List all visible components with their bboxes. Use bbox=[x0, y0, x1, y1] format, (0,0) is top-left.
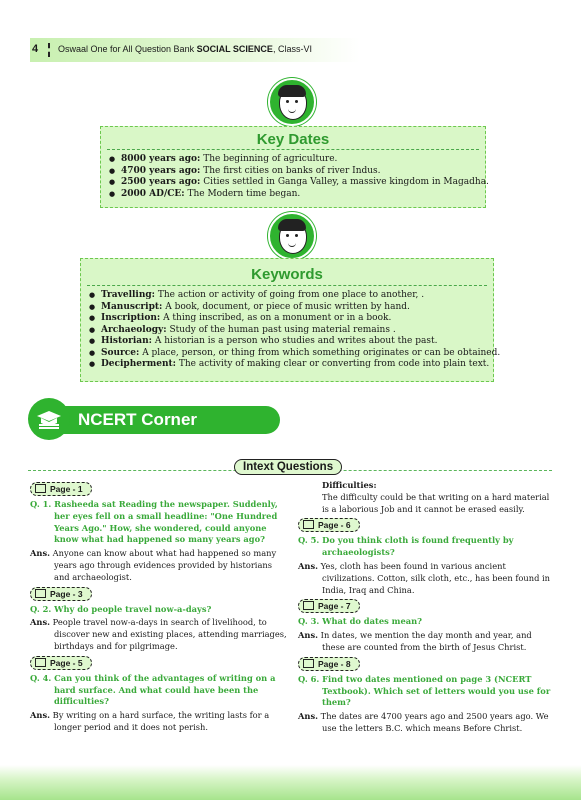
answer-text: Ans. The dates are 4700 years ago and 2500 years ago. We use the letters B.C. which means Before Christ. bbox=[298, 711, 549, 733]
intext-title: Intext Questions bbox=[234, 459, 342, 475]
list-item: ● 2000 AD/CE: The Modern time began. bbox=[109, 189, 489, 201]
header-title bbox=[58, 44, 312, 54]
question-text: Q. 2. Why do people travel now-a-days? bbox=[30, 603, 212, 614]
list-item: ● Source: A place, person, or thing from which something originates or can be obtained. bbox=[89, 348, 500, 360]
footer-band bbox=[0, 765, 581, 800]
book-icon bbox=[35, 658, 46, 667]
book-icon bbox=[35, 589, 46, 598]
book-icon bbox=[303, 659, 314, 668]
boy-face-icon bbox=[268, 78, 316, 126]
list-item: ● 2500 years ago: Cities settled in Ganga Valley, a massive kingdom in Magadha. bbox=[109, 177, 489, 189]
page-tag-label: Page - 7 bbox=[318, 601, 351, 612]
key-dates-rule bbox=[107, 149, 479, 150]
boy-face-icon bbox=[268, 212, 316, 260]
key-dates-list bbox=[109, 154, 489, 200]
question-text: Q. 5. Do you think cloth is found frequently by archaeologists? bbox=[298, 535, 514, 558]
ncert-corner-banner bbox=[28, 404, 280, 434]
list-item: ● Historian: A historian is a person who studies and writes about the past. bbox=[89, 336, 500, 348]
page-tag-label: Page - 5 bbox=[50, 657, 83, 668]
keywords-box bbox=[80, 258, 501, 382]
page-tag bbox=[298, 518, 554, 532]
page-tag bbox=[298, 657, 554, 671]
question-text: Q. 3. What do dates mean? bbox=[298, 616, 422, 627]
book-icon bbox=[35, 484, 46, 493]
list-item: ● Manuscript: A book, document, or piece of music written by hand. bbox=[89, 302, 500, 314]
question-text: Q. 4. Can you think of the advantages of writing on a hard surface. And what could have been the difficulties? bbox=[30, 672, 276, 707]
question-text: Q. 6. Find two dates mentioned on page 3 (NCERT Textbook). Which set of letters would you use for them? bbox=[298, 673, 551, 708]
book-icon bbox=[303, 520, 314, 529]
keywords-list bbox=[89, 290, 500, 371]
left-column bbox=[30, 482, 288, 737]
list-item: ● Archaeology: Study of the human past using material remains . bbox=[89, 325, 500, 337]
difficulties-heading: Difficulties: bbox=[322, 480, 377, 490]
page-tag bbox=[30, 587, 288, 601]
header-divider bbox=[48, 43, 52, 57]
answer-text: Ans. People travel now-a-days in search of livelihood, to discover new and existing places, attending marriages, birthdays and for pilgrimage. bbox=[30, 617, 287, 651]
page-tag-label: Page - 3 bbox=[50, 588, 83, 599]
page-tag bbox=[30, 656, 288, 670]
graduation-cap-icon bbox=[36, 410, 62, 430]
difficulties-text: The difficulty could be that writing on a hard material is a laborious Job and it cannot be erased easily. bbox=[322, 491, 550, 514]
page-tag-label: Page - 1 bbox=[50, 484, 83, 494]
list-item: ● Travelling: The action or activity of going from one place to another, . bbox=[89, 290, 500, 302]
answer-text: Ans. In dates, we mention the day month and year, and these are counted from the birth of Jesus Christ. bbox=[298, 630, 532, 652]
answer-text: Ans. Yes, cloth has been found in various ancient civilizations. Cotton, silk cloth, etc., has been found in India, Iraq and China. bbox=[298, 560, 551, 595]
page-tag bbox=[298, 599, 554, 613]
ncert-corner-label: NCERT Corner bbox=[78, 410, 198, 429]
answer-text: Ans. By writing on a hard surface, the writing lasts for a longer period and it does not perish. bbox=[30, 710, 270, 732]
header-subject: SOCIAL SCIENCE bbox=[196, 44, 273, 54]
key-dates-title: Key Dates bbox=[256, 131, 330, 148]
answer-text: Ans. Anyone can know about what had happened so many years ago through evidences provided by historians and archaeologist. bbox=[30, 548, 277, 582]
header-title-prefix: Oswaal One for All Question Bank bbox=[58, 44, 197, 54]
question-text: Q. 1. Rasheeda sat Reading the newspaper. Suddenly, her eyes fell on a small headline: "One Hundred Years Ago." How, she wondered, could anyone know what had happened so many years ago? bbox=[30, 499, 278, 545]
list-item: ● 4700 years ago: The first cities on banks of river Indus. bbox=[109, 166, 489, 178]
list-item: ● 8000 years ago: The beginning of agriculture. bbox=[109, 154, 489, 166]
header-class: , Class-VI bbox=[272, 44, 312, 54]
intext-heading bbox=[28, 462, 552, 476]
running-header bbox=[30, 38, 360, 62]
list-item: ● Inscription: A thing inscribed, as on a monument or in a book. bbox=[89, 313, 500, 325]
key-dates-box bbox=[100, 126, 489, 208]
page-number: 4 bbox=[32, 43, 39, 55]
keywords-title: Keywords bbox=[251, 266, 323, 283]
keywords-rule bbox=[87, 285, 487, 286]
book-icon bbox=[303, 601, 314, 610]
list-item: ● Decipherment: The activity of making clear or converting from code into plain text. bbox=[89, 359, 500, 371]
right-column bbox=[298, 480, 554, 738]
page-tag bbox=[30, 482, 288, 496]
page-tag-label: Page - 6 bbox=[318, 520, 351, 531]
page-tag-label: Page - 8 bbox=[318, 658, 351, 669]
